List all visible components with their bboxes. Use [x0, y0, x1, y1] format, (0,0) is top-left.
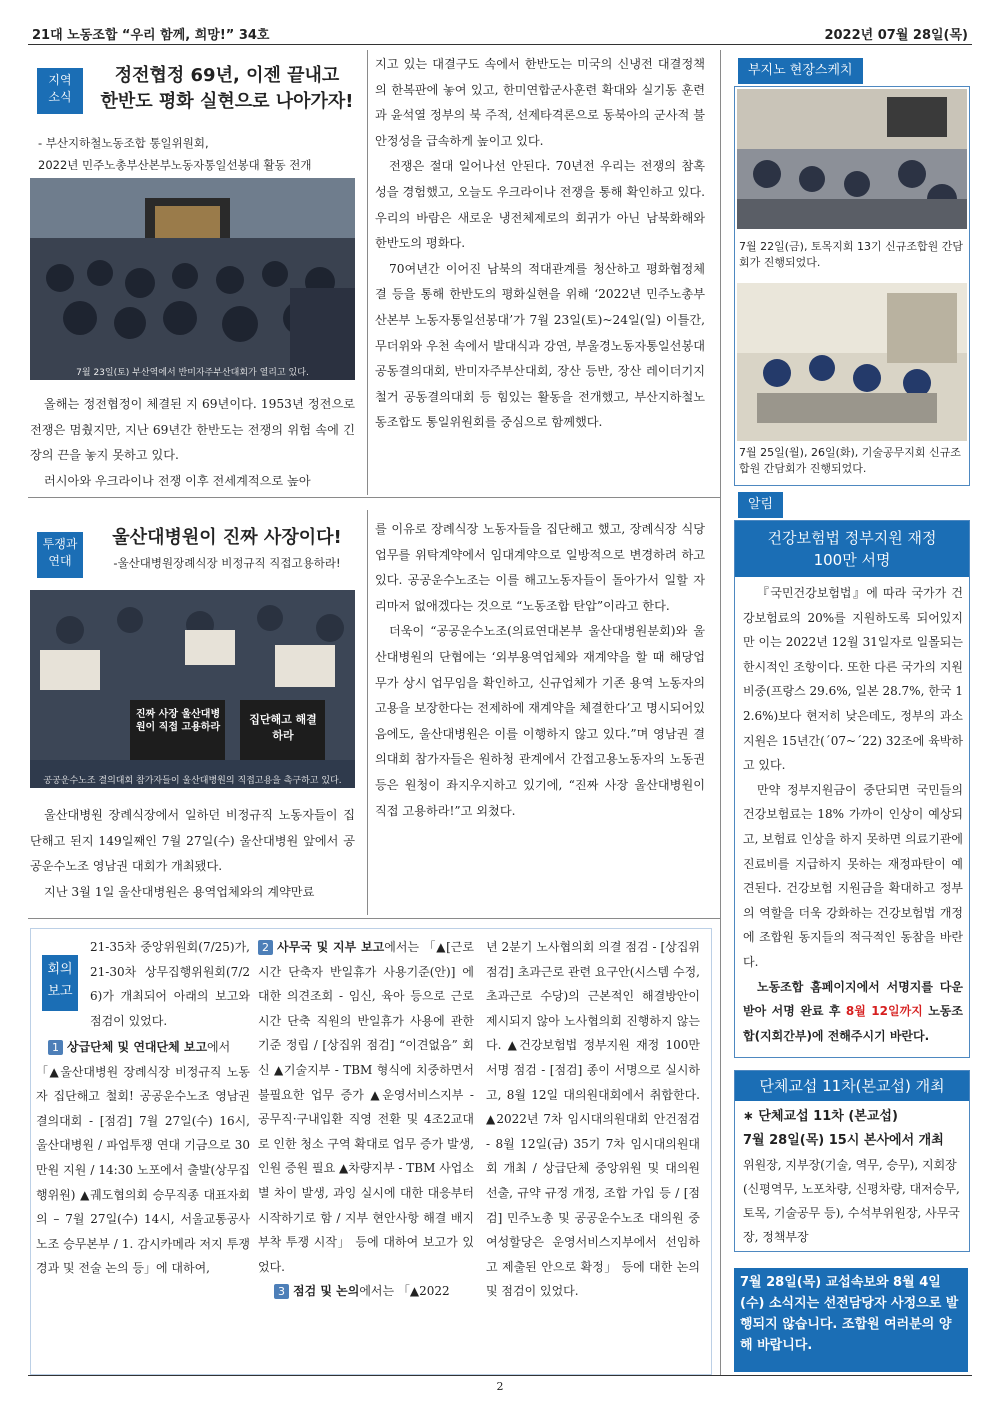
- paragraph: 를 이유로 장례식장 노동자들을 집단해고 했고, 장례식장 식당 업무를 위탁계약에서 임대계약으로 일방적으로 변경하려 하고 있다. 공공운수노조는 이를 해고노동자들이 돌아가서 일할 자리마저 없애겠다는 것으로 “노동조합 탄압”이라고 한다.: [375, 522, 705, 613]
- paragraph: 전쟁은 절대 일어나선 안된다. 70년전 우리는 전쟁의 참혹성을 경험했고, 오늘도 우크라이나 전쟁을 통해 확인하고 있다. 우리의 바람은 새로운 냉전체제로의 회귀가 아닌 남북화해와 한반도의 평화다.: [375, 159, 705, 251]
- sketch-photo-2: [737, 283, 967, 441]
- tag-text: 투쟁과: [42, 537, 78, 551]
- title-line: 정전협정 69년, 이젠 끝내고: [114, 65, 340, 86]
- byline-line: 2022년 민주노총부산본부노동자통일선봉대 활동 전개: [38, 158, 312, 172]
- paragraph: 만약 정부지원금이 중단되면 국민들의 건강보험료는 18% 가까이 인상이 예상되고, 보험료 인상을 하지 못하면 의료기관에 진료비를 지급하지 못하는 재정파탄이 예견된다. 건강보험 지원금을 확대하고 정부의 역할을 더욱 강화하는 건강보험법 개정에 조합원 동지들의 적극적인 동참을 바란다.: [743, 782, 963, 969]
- section-title: 점검 및 논의: [293, 1284, 360, 1299]
- article-byline: [38, 132, 368, 176]
- paragraph: 더욱이 “공공운수노조(의료연대본부 울산대병원분회)와 울산대병원의 단협에는 ‘외부용역업체와 재계약을 할 때 해당업무가 상시 업무임을 확인하고, 신규업체가 기존 용역 노동자의 고용을 보장한다는 전제하에 재계약을 체결한다’고 명시되어있음에도, 울산대병원은 이를 이행하지 않고 있다.”며 영남권 결의대회 참가자들은 원하청 관계에서 간접고용노동자의 노동권 등은 원청이 좌지우지하고 있기에, “진짜 사장 울산대병원이 직접 고용하라!”고 외쳤다.: [375, 624, 705, 818]
- section-body: 「▲울산대병원 장례식장 비정규직 노동자 집단해고 철회! 공공운수노조 영남권 결의대회 - [점검] 7월 27일(수) 16시, 울산대병원 / 파업투쟁 연대 기금으로 30만원 지원 / 14:30 노포에서 출발(상무집행위원) ▲궤도협의회 승무직종 대표자회의 – 7월 27일(수) 14시, 서울교통공사노조 승무본부 / 1. 감시카메라 저지 투쟁 경과 및 전술 논의 등」에 대하여,: [36, 1064, 250, 1276]
- article-body: [375, 517, 705, 824]
- paragraph: [743, 975, 963, 1049]
- section-title-tail: 에서: [207, 1040, 231, 1054]
- publication-notice: 7월 28일(목) 교섭속보와 8월 4일(수) 소식지는 선전담당자 사정으로 발행되지 않습니다. 조합원 여러분의 양해 바랍니다.: [734, 1268, 968, 1372]
- paragraph: 지고 있는 대결구도 속에서 한반도는 미국의 신냉전 대결정책의 한복판에 놓여 있고, 한미연합군사훈련 확대와 실기동 훈련과 윤석열 정부의 북 주적, 선제타격론으로 동북아의 군사적 불안정성을 급속하게 높이고 있다.: [375, 57, 705, 148]
- tag-text: 지역: [48, 73, 72, 87]
- meeting-intro: 21-35차 중앙위원회(7/25)가, 21-30차 상무집행위원회(7/26)가 개최되어 아래의 보고와 점검이 있었다.: [90, 940, 250, 1028]
- article-title: 울산대병원이 진짜 사장이다!: [112, 527, 342, 548]
- title-line: 100만 서명: [813, 551, 891, 569]
- section-title: 사무국 및 지부 보고: [277, 940, 385, 954]
- notice-label: 알림: [738, 492, 783, 518]
- paragraph: 울산대병원 장례식장에서 일하던 비정규직 노동자들이 집단해고 된지 149일째인 7월 27일(수) 울산대병원 앞에서 공공운수노조 영남권 대회가 개최됐다.: [30, 808, 355, 874]
- sketch-label: 부지노 현장스케치: [738, 58, 863, 84]
- paragraph: 『국민건강보험법』에 따라 국가가 건강보험료의 20%를 지원하도록 되어있지만 이는 2022년 12월 31일자로 일몰되는 한시적인 조항이다. 또한 다른 국가의 지원 비중(프랑스 29.6%, 일본 28.7%, 한국 12.6%)보다 현저히 낮은데도, 정부의 과소지원은 15년간(´07~´22) 32조에 육박하고 있다.: [743, 586, 963, 773]
- sketch-box: [734, 86, 970, 486]
- section-number: 3: [274, 1284, 289, 1299]
- bargaining-schedule: 7월 28일(목) 15시 본사에서 개최: [743, 1133, 944, 1148]
- column-divider: [367, 50, 368, 495]
- article-body: [30, 392, 355, 494]
- sketch-caption: 7월 25일(월), 26일(화), 기술공무지회 신규조합원 간담회가 진행되었다.: [739, 446, 961, 475]
- bargaining-title: 단체교섭 11차(본교섭) 개최: [735, 1071, 969, 1101]
- article-title: [92, 63, 362, 115]
- photo-caption: 7월 23일(토) 부산역에서 반미자주부산대회가 열리고 있다.: [76, 368, 309, 378]
- protest-sign: 진짜 사장 울산대병원이 직접 고용하라: [135, 709, 221, 733]
- rally-photo: [30, 178, 355, 380]
- article-body: [30, 803, 355, 905]
- section-divider: [28, 918, 720, 919]
- paragraph: 지난 3월 1일 울산대병원은 용역업체와의 계약만료: [44, 884, 315, 899]
- bargaining-box: [734, 1070, 970, 1252]
- health-body: [735, 577, 969, 1048]
- paragraph: 70여년간 이어진 남북의 적대관계를 청산하고 평화협정체결 등을 통해 한반도의 평화실현을 위해 ‘2022년 민주노총부산본부 노동자통일선봉대’가 7월 23일(토)~24일(일) 이틀간, 무더위와 우천 속에서 발대식과 강연, 부울경노동자통일선봉대 공동결의대회, 반미자주부산대회, 장산 등반, 장산 레이더기지 철거 공동결의대회 등 힘있는 활동을 전개했고, 부산지하철노동조합도 통일위원회를 중심으로 함께했다.: [375, 261, 705, 430]
- tag-text: 소식: [48, 90, 72, 104]
- section-number: 1: [48, 1040, 63, 1055]
- bargaining-heading: ∗ 단체교섭 11차 (본교섭): [743, 1109, 898, 1124]
- health-title: [735, 521, 969, 577]
- page-number: 2: [496, 1380, 504, 1393]
- paragraph: 러시아와 우크라이나 전쟁 이후 전세계적으로 높아: [44, 473, 311, 488]
- text: 노동조합 홈페이지에서 서명지를 다운받아 서명 완료 후: [743, 979, 963, 1019]
- protest-sign: 집단해고 해결하라: [249, 713, 317, 742]
- tag-text: 회의: [47, 962, 73, 977]
- byline-line: - 부산지하철노동조합 통일위원회,: [38, 136, 209, 150]
- meeting-tag: [42, 955, 78, 1011]
- section-title-tail: 에서는: [384, 940, 420, 954]
- footer-rule: [28, 1375, 972, 1376]
- rally-photo-image: [30, 178, 355, 380]
- section-title-tail: 에서는 「▲2022: [359, 1284, 450, 1299]
- title-line: 건강보험법 정부지원 재정: [767, 529, 937, 547]
- column-divider: [367, 510, 368, 915]
- meeting-section-3-body: 년 2분기 노사협의회 의결 점검 - [상집위 점검] 초과근로 관련 요구안(시스템 수정, 초과근로 수당)의 근본적인 해결방안이 제시되지 않아 노사협의회 진행하지 않는다. ▲건강보험법 정부지원 재정 100만 서명 점검 - [점검] 종이 서명으로 실시하고, 8월 12일 대의원대회에서 취합한다. ▲2022년 7차 임시대의원대회 안건점검 - 8월 12일(금) 35기 7차 임시대의원대회 개최 / 상급단체 중앙위원 및 대의원 선출, 규약 규정 개정, 조합 가입 등 / [점검] 민주노총 및 공공운수노조 대의원 중 여성할당은 운영서비스지부에서 선임하고 제출된 안으로 확정」 등에 대한 논의 및 점검이 있었다.: [486, 940, 700, 1299]
- section-title: 상급단체 및 연대단체 보고: [67, 1040, 208, 1054]
- sketch-caption: 7월 22일(금), 토목지회 13기 신규조합원 간담회가 진행되었다.: [739, 240, 963, 269]
- article-tag: [37, 532, 83, 578]
- tag-text: 보고: [47, 984, 73, 999]
- section-divider: [28, 497, 720, 498]
- title-line: 한반도 평화 실현으로 나아가자!: [100, 91, 354, 112]
- bargaining-attendees: 위원장, 지부장(기술, 역무, 승무), 지회장(신평역무, 노포차량, 신평차량, 대저승무, 토목, 기술공무 등), 수석부위원장, 사무국장, 정책부장: [743, 1158, 960, 1244]
- bargaining-body: [735, 1101, 969, 1253]
- protest-photo: [30, 590, 355, 788]
- sketch-photo-2-image: [737, 283, 967, 441]
- deadline-text: 8월 12일까지: [845, 1004, 923, 1019]
- article-tag: [37, 68, 83, 114]
- health-insurance-box: [734, 520, 970, 1058]
- text: 노동조합(지회간부)에 전해주시기 바란다.: [743, 1004, 963, 1043]
- sketch-photo-1: [737, 89, 967, 229]
- column-divider: [720, 50, 721, 1375]
- tag-text: 연대: [48, 554, 72, 568]
- protest-photo-image: [30, 590, 355, 788]
- photo-caption: 공공운수노조 결의대회 참가자들이 울산대병원의 직접고용을 촉구하고 있다.: [43, 776, 342, 786]
- article-body: [375, 52, 705, 436]
- sketch-photo-1-image: [737, 89, 967, 229]
- meeting-section-2: [258, 935, 474, 1304]
- meeting-section-1: [36, 1035, 250, 1281]
- section-number: 2: [258, 940, 273, 955]
- issue-title: 21대 노동조합 “우리 함께, 희망!” 34호: [32, 28, 270, 43]
- page-header: [28, 24, 972, 45]
- paragraph: 올해는 정전협정이 체결된 지 69년이다. 1953년 정전으로 전쟁은 멈췄지만, 지난 69년간 한반도는 전쟁의 위험 속에 긴장의 끈을 놓지 못하고 있다.: [30, 397, 355, 463]
- article-subtitle: -울산대병원장례식장 비정규직 직접고용하라!: [113, 556, 341, 570]
- issue-date: 2022년 07월 28일(목): [824, 28, 968, 43]
- section-body: 「▲[근로시간 단축자 반일휴가 사용기준(안)] 에 대한 의견조회 - 임신, 육아 등으로 근로시간 단축 직원의 반일휴가 사용에 관한 기준 정립 / [상집위 점검] “이견없음” 회신 ▲기술지부 - TBM 형식에 치중하면서 불필요한 업무 증가 ▲운영서비스지부 - 공무직·구내입환 직영 전환 및 4조2교대로 인한 청소 구역 확대로 업무 증가 발생, 인원 증원 필요 ▲차량지부 - TBM 사업소별 차이 발생, 과잉 실시에 대한 대응부터 시작하기로 함 / 지부 현안사항 해결 배지 부착 투쟁 시작」 등에 대하여 보고가 있었다.: [258, 940, 474, 1274]
